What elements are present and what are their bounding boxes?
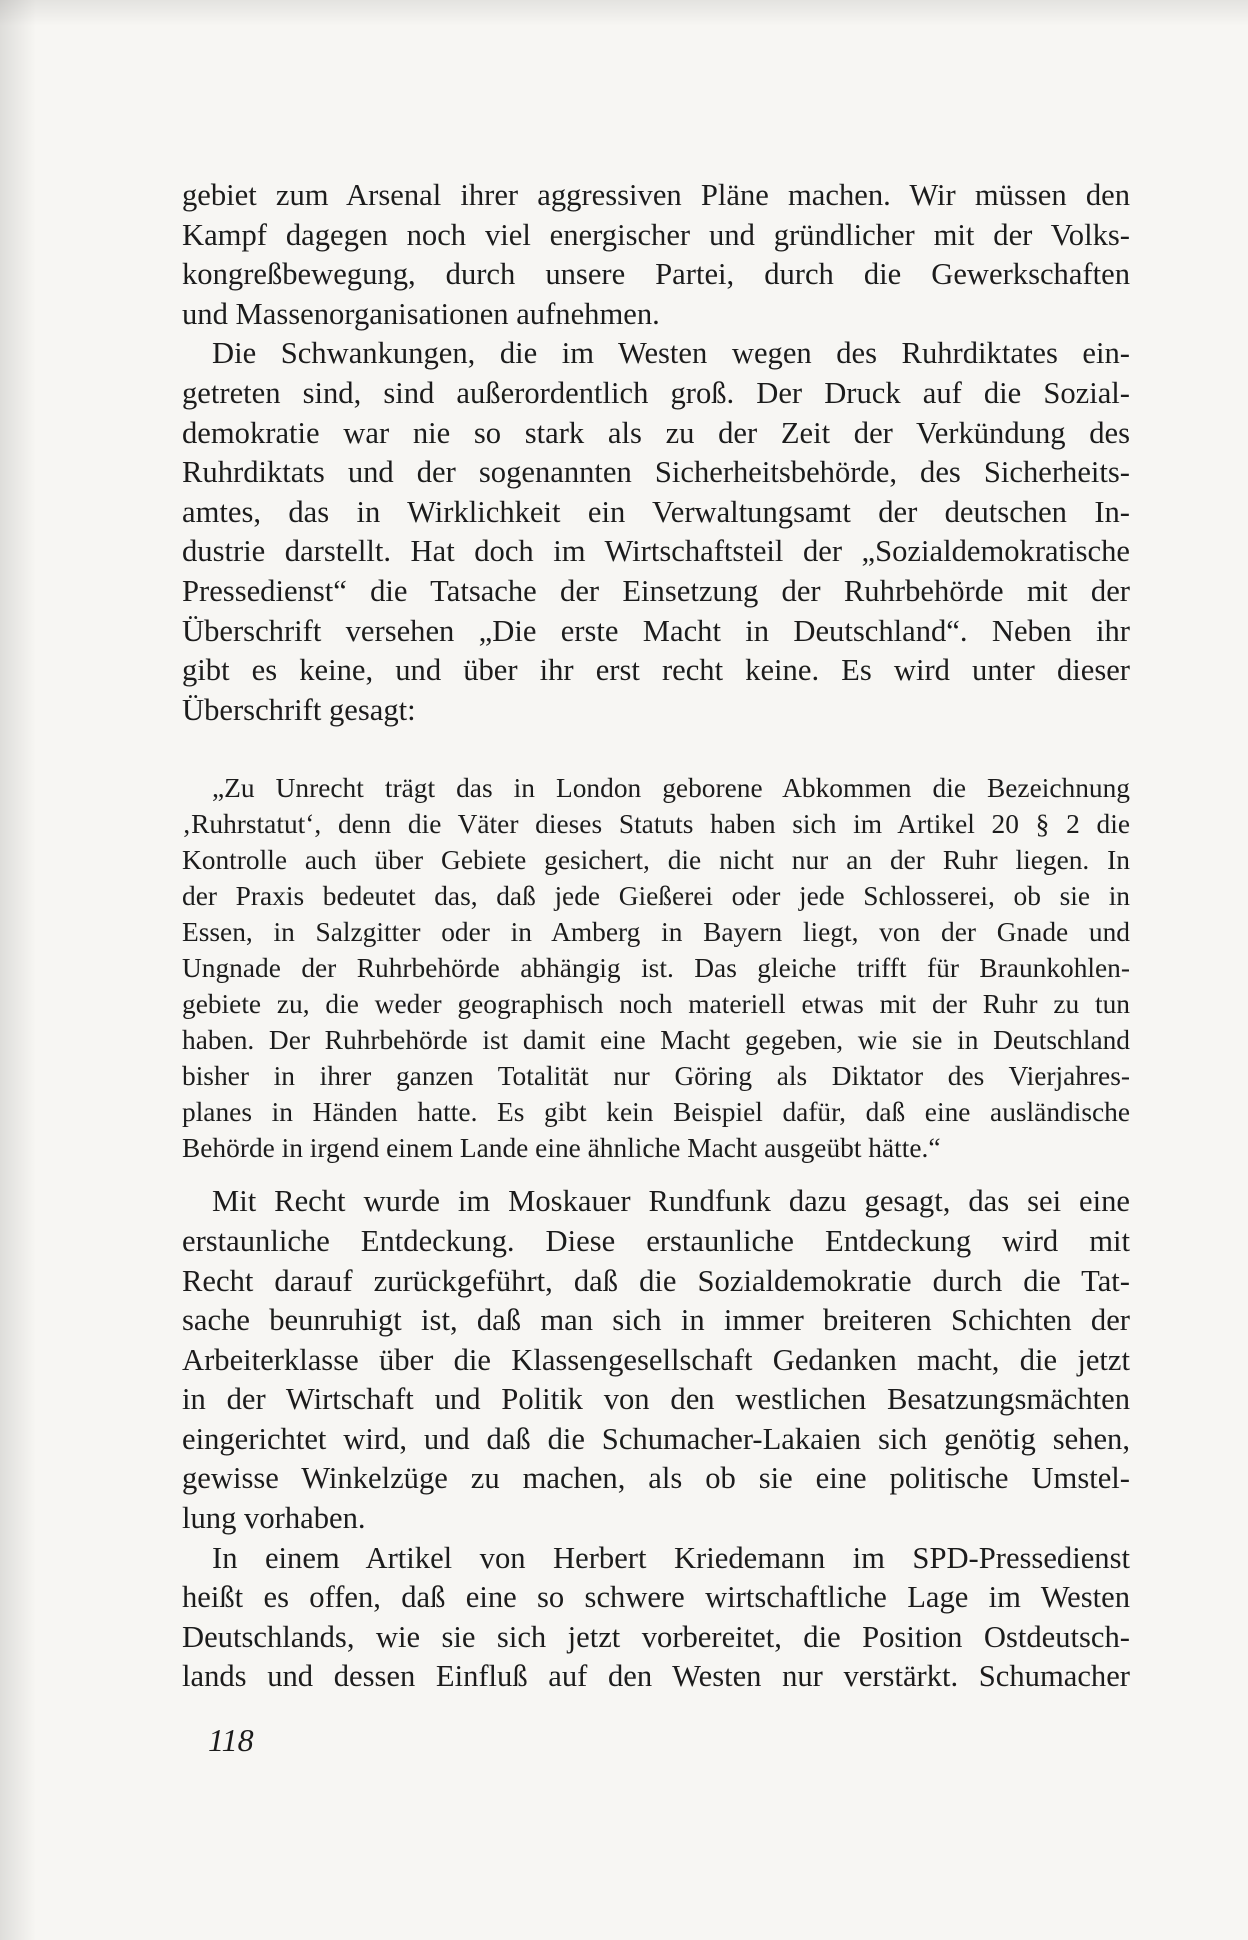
text-line: gebiet zum Arsenal ihrer aggressiven Pläne machen. Wir müssen den	[182, 178, 1130, 212]
paragraph-1	[182, 176, 1130, 334]
text-line: gewisse Winkelzüge zu machen, als ob sie eine politische Umstel-	[182, 1461, 1130, 1496]
page-top-shadow	[0, 0, 1248, 26]
text-line: getreten sind, sind außerordentlich groß. Der Druck auf die Sozial-	[182, 375, 1130, 410]
text-line: Deutschlands, wie sie sich jetzt vorbereitet, die Position Ostdeutsch-	[182, 1619, 1130, 1654]
text-line: Kampf dagegen noch viel energischer und gründlicher mit der Volks-	[182, 217, 1130, 252]
quote-line: bisher in ihrer ganzen Totalität nur Göring als Diktator des Vierjahres-	[182, 1061, 1130, 1092]
spacer	[182, 1166, 1130, 1182]
text-line: dustrie darstellt. Hat doch im Wirtschaftsteil der „Sozialdemokratische	[182, 534, 1130, 569]
text-line: Überschrift gesagt:	[182, 692, 416, 727]
text-line: heißt es offen, daß eine so schwere wirtschaftliche Lage im Westen	[182, 1580, 1130, 1615]
quote-line: planes in Händen hatte. Es gibt kein Beispiel dafür, daß eine ausländische	[182, 1097, 1130, 1128]
paragraph-3	[182, 1182, 1130, 1538]
text-line: sache beunruhigt ist, daß man sich in immer breiteren Schichten der	[182, 1303, 1130, 1338]
quote-line: Kontrolle auch über Gebiete gesichert, die nicht nur an der Ruhr liegen. In	[182, 845, 1130, 876]
quote-line: Essen, in Salzgitter oder in Amberg in Bayern liegt, von der Gnade und	[182, 917, 1130, 948]
text-line: kongreßbewegung, durch unsere Partei, durch die Gewerkschaften	[182, 257, 1130, 292]
text-line: eingerichtet wird, und daß die Schumacher-Lakaien sich genötig sehen,	[182, 1421, 1130, 1456]
spacer	[182, 730, 1130, 744]
block-quote	[182, 770, 1130, 1166]
paragraph-2	[182, 334, 1130, 730]
quote-line: „Zu Unrecht trägt das in London geborene Abkommen die Bezeichnung	[212, 773, 1130, 804]
text-line: Überschrift versehen „Die erste Macht in Deutschland“. Neben ihr	[182, 613, 1130, 648]
quote-line: haben. Der Ruhrbehörde ist damit eine Macht gegeben, wie sie in Deutschland	[182, 1025, 1130, 1056]
page-number: 118	[208, 1722, 254, 1758]
text-line: gibt es keine, und über ihr erst recht keine. Es wird unter dieser	[182, 653, 1130, 688]
text-line: Ruhrdiktats und der sogenannten Sicherheitsbehörde, des Sicherheits-	[182, 455, 1130, 490]
text-line: lands und dessen Einfluß auf den Westen nur verstärkt. Schumacher	[182, 1659, 1130, 1694]
text-line: Recht darauf zurückgeführt, daß die Sozialdemokratie durch die Tat-	[182, 1263, 1130, 1298]
body-text	[182, 176, 1130, 1697]
spacer	[182, 744, 1130, 770]
page-edge-shadow	[0, 0, 36, 1940]
text-line: und Massenorganisationen aufnehmen.	[182, 296, 660, 331]
text-line: demokratie war nie so stark als zu der Zeit der Verkündung des	[182, 415, 1130, 450]
quote-line: Ungnade der Ruhrbehörde abhängig ist. Das gleiche trifft für Braunkohlen-	[182, 953, 1130, 984]
text-line: Die Schwankungen, die im Westen wegen des Ruhrdiktates ein-	[212, 336, 1130, 371]
quote-line: der Praxis bedeutet das, daß jede Gießerei oder jede Schlosserei, ob sie in	[182, 881, 1130, 912]
quote-line: gebiete zu, die weder geographisch noch materiell etwas mit der Ruhr zu tun	[182, 989, 1130, 1020]
text-line: in der Wirtschaft und Politik von den westlichen Besatzungsmächten	[182, 1382, 1130, 1417]
quote-line: Behörde in irgend einem Lande eine ähnliche Macht ausgeübt hätte.“	[182, 1133, 941, 1164]
text-line: erstaunliche Entdeckung. Diese erstaunliche Entdeckung wird mit	[182, 1223, 1130, 1258]
quote-line: ‚Ruhrstatut‘, denn die Väter dieses Statuts haben sich im Artikel 20 § 2 die	[182, 809, 1130, 840]
text-line: Mit Recht wurde im Moskauer Rundfunk dazu gesagt, das sei eine	[212, 1184, 1130, 1219]
text-line: amtes, das in Wirklichkeit ein Verwaltungsamt der deutschen In-	[182, 494, 1130, 529]
text-line: In einem Artikel von Herbert Kriedemann im SPD-Pressedienst	[212, 1540, 1130, 1575]
paragraph-4	[182, 1539, 1130, 1697]
text-line: lung vorhaben.	[182, 1501, 366, 1536]
text-line: Arbeiterklasse über die Klassengesellschaft Gedanken macht, die jetzt	[182, 1342, 1130, 1377]
text-line: Pressedienst“ die Tatsache der Einsetzung der Ruhrbehörde mit der	[182, 573, 1130, 608]
